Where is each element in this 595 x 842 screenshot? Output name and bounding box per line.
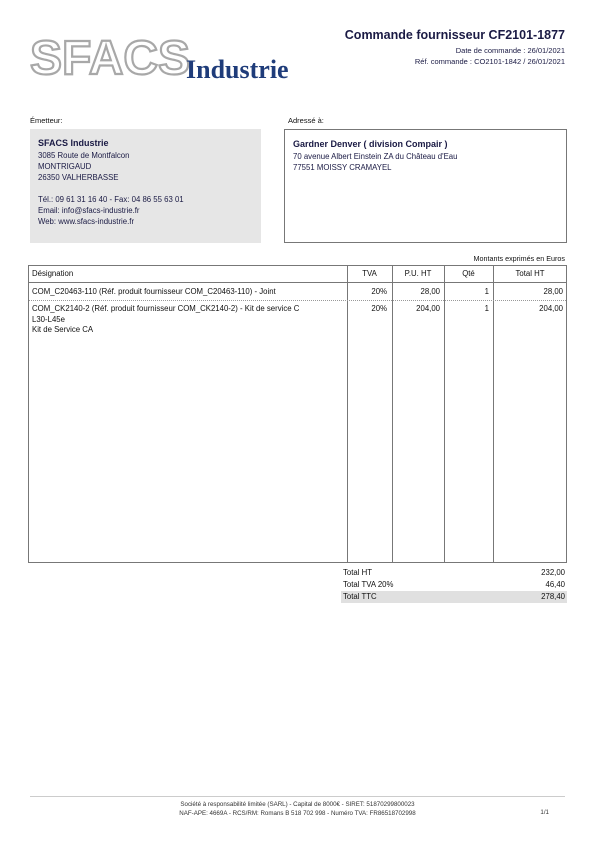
svg-text:SFACS: SFACS	[30, 34, 191, 85]
page-number: 1/1	[540, 809, 549, 816]
recipient-address-line: 77551 MOISSY CRAMAYEL	[293, 163, 392, 172]
document-header	[345, 28, 565, 67]
totals-block	[341, 567, 567, 603]
order-date: Date de commande : 26/01/2021	[455, 46, 565, 55]
row-unit-price: 28,00	[420, 287, 440, 296]
items-table	[28, 265, 567, 563]
header-quantity: Qté	[462, 269, 475, 278]
row-total: 204,00	[539, 304, 563, 313]
total-ht-value: 232,00	[541, 568, 565, 577]
issuer-phone: Tél.: 09 61 31 16 40 - Fax: 04 86 55 63 01	[38, 195, 184, 204]
table-header-divider	[29, 282, 566, 283]
issuer-address-line: MONTRIGAUD	[38, 162, 92, 171]
footer-line: Société à responsabilité limitée (SARL) - Capital de 8000€ - SIRET: 51870299800023	[180, 801, 415, 808]
issuer-block	[30, 129, 261, 243]
issuer-label: Émetteur:	[30, 116, 63, 125]
recipient-name: Gardner Denver ( division Compair )	[293, 139, 448, 149]
total-ttc-row	[341, 591, 567, 603]
issuer-email: Email: info@sfacs-industrie.fr	[38, 206, 140, 215]
total-ttc-value: 278,40	[541, 592, 565, 601]
row-designation: COM_C20463-110 (Réf. produit fournisseur COM_C20463-110) - Joint	[32, 287, 276, 296]
svg-text:Industrie: Industrie	[186, 55, 289, 84]
total-tva-label: Total TVA 20%	[343, 580, 394, 589]
issuer-address-line: 26350 VALHERBASSE	[38, 173, 119, 182]
document-title: Commande fournisseur CF2101-1877	[344, 28, 565, 42]
row-quantity: 1	[484, 304, 489, 313]
row-unit-price: 204,00	[416, 304, 440, 313]
footer-legal	[30, 800, 565, 818]
footer-divider	[30, 796, 565, 797]
company-logo	[28, 34, 318, 86]
row-description: Kit de Service CA	[32, 325, 94, 334]
row-tva: 20%	[371, 287, 387, 296]
recipient-label: Adressé à:	[288, 116, 324, 125]
row-designation: COM_CK2140-2 (Réf. produit fournisseur COM_CK2140-2) - Kit de service C	[32, 304, 300, 313]
total-ttc-label: Total TTC	[343, 592, 377, 601]
recipient-address-line: 70 avenue Albert Einstein ZA du Château d'Eau	[293, 152, 458, 161]
total-tva-row	[341, 579, 567, 591]
issuer-name: SFACS Industrie	[38, 138, 109, 148]
header-tva: TVA	[362, 269, 377, 278]
header-unit-price: P.U. HT	[404, 269, 432, 278]
total-tva-value: 46,40	[545, 580, 565, 589]
row-designation-cont: L30-L45e	[32, 314, 65, 324]
row-divider	[29, 300, 566, 301]
footer-line: NAF-APE: 4669A - RCS/RM: Romans B 518 702 998 - Numéro TVA: FR86518702998	[179, 810, 416, 817]
total-ht-label: Total HT	[343, 568, 373, 577]
total-ht-row	[341, 567, 567, 579]
recipient-block	[284, 129, 567, 243]
currency-note: Montants exprimés en Euros	[473, 254, 565, 263]
header-total: Total HT	[515, 269, 545, 278]
row-tva: 20%	[371, 304, 387, 313]
order-reference: Réf. commande : CO2101-1842 / 26/01/2021	[414, 57, 565, 66]
row-total: 28,00	[543, 287, 563, 296]
header-designation: Désignation	[32, 269, 74, 278]
issuer-website: Web: www.sfacs-industrie.fr	[38, 217, 135, 226]
row-quantity: 1	[484, 287, 489, 296]
issuer-address-line: 3085 Route de Montfalcon	[38, 151, 130, 160]
